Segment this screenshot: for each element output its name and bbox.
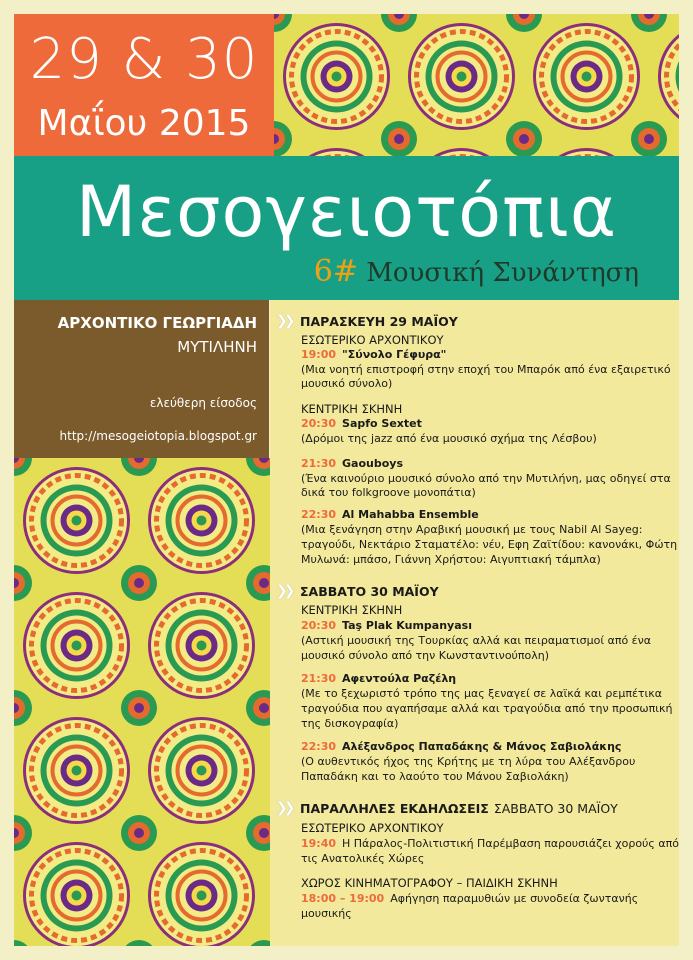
mandala-pattern-left (14, 458, 270, 946)
blog-url[interactable]: http://mesogeiotopia.blogspot.gr (59, 429, 257, 443)
venue-city: ΜΥΤΙΛΗΝΗ (177, 338, 257, 356)
event-name: Αλέξανδρος Παπαδάκης & Μάνος Σαβιολάκης (342, 740, 622, 753)
chevron-right-icon: ❯❯ (276, 800, 292, 816)
top-pattern (274, 14, 679, 156)
title-band (14, 156, 679, 300)
event-desc: μουσικό σύνολο) (301, 377, 393, 390)
event-line (301, 672, 456, 686)
event-name: Al Mahabba Ensemble (342, 508, 479, 521)
venue-box (14, 300, 269, 458)
event-time: 20:30 (301, 619, 337, 632)
chevron-right-icon: ❯❯ (276, 313, 292, 329)
event-time: 22:30 (301, 508, 337, 521)
stage-label: ΧΩΡΟΣ ΚΙΝΗΜΑΤΟΓΡΑΦΟΥ – ΠΑΙΔΙΚΗ ΣΚΗΝΗ (301, 876, 558, 890)
event-line (301, 417, 422, 431)
event-desc: τραγούδι, Νεκτάριο Σταματέλο: νέυ, Εφη Ζαϊτίδου: κανονάκι, Φώτη (301, 538, 678, 551)
stage-label: ΚΕΝΤΡΙΚΗ ΣΚΗΝΗ (301, 402, 403, 416)
parallel-heading-date: ΣΑΒΒΑΤΟ 30 ΜΑΪΟΥ (493, 800, 618, 816)
event-desc: Μυλωνά: μπάσο, Γιάννη Χρήστου: Αιγυπτιακή τάμπλα) (301, 553, 601, 566)
event-time: 22:30 (301, 740, 337, 753)
event-desc: Παπαδάκη και το λαούτο του Μάνου Σαβιολάκη) (301, 770, 569, 783)
event-desc: Η Πάραλος-Πολιτιστική Παρέμβαση παρουσιάζει χορούς από (342, 837, 679, 850)
event-desc: της δισκογραφία) (301, 717, 399, 730)
event-desc: (Ένα καινούριο μουσικό σύνολο από την Μυτιλήνη, μας οδηγεί στα (301, 472, 671, 485)
event-name: "Σύνολο Γέφυρα" (342, 348, 447, 361)
event-line (301, 892, 638, 906)
date-month: Μαΐου 2015 (37, 103, 251, 144)
event-desc: (Με το ξεχωριστό τρόπο της μας ξεναγεί σε λαϊκά και ρεμπέτικα (301, 687, 662, 700)
friday-heading-text: ΠΑΡΑΣΚΕΥΗ 29 ΜΑΪΟΥ (300, 313, 458, 329)
event-desc: (Αστική μουσική της Τουρκίας αλλά και πειραματισμοί από ένα (301, 634, 652, 647)
event-desc: τραγούδια που αγαπήσαμε αλλά και τραγούδια από την προσωπική (301, 702, 673, 715)
event-line (301, 837, 679, 851)
chevron-right-icon: ❯❯ (276, 583, 292, 599)
schedule (270, 300, 679, 946)
stage-label: ΚΕΝΤΡΙΚΗ ΣΚΗΝΗ (301, 603, 403, 617)
event-name: Gaouboys (342, 457, 404, 470)
saturday-heading-text: ΣΑΒΒΑΤΟ 30 ΜΑΪΟΥ (300, 583, 439, 599)
subtitle-text: Μουσική Συνάντηση (366, 258, 639, 288)
event-time: 21:30 (301, 457, 337, 470)
parallel-heading-text: ΠΑΡΑΛΛΗΛΕΣ ΕΚΔΗΛΩΣΕΙΣ (300, 800, 489, 816)
event-desc: (Μια ξενάγηση στην Αραβική μουσική με τους Nabil Al Sayeg: (301, 523, 643, 536)
event-name: Αφεντούλα Ραζέλη (342, 672, 457, 685)
date-box (14, 14, 274, 156)
festival-subtitle (314, 256, 639, 289)
event-time: 19:00 (301, 348, 337, 361)
date-days: 29 & 30 (29, 27, 259, 92)
friday-heading (276, 313, 458, 329)
event-name: Taş Plak Kumpanyası (342, 619, 472, 632)
event-line (301, 348, 446, 362)
parallel-heading (276, 800, 618, 816)
left-pattern (14, 458, 270, 946)
saturday-heading (276, 583, 439, 599)
event-time: 21:30 (301, 672, 337, 685)
stage-label: ΕΣΩΤΕΡΙΚΟ ΑΡΧΟΝΤΙΚΟΥ (301, 333, 444, 347)
stage-label: ΕΣΩΤΕΡΙΚΟ ΑΡΧΟΝΤΙΚΟΥ (301, 821, 444, 835)
event-line (301, 619, 472, 633)
festival-title: Μεσογειοτόπια (75, 171, 618, 253)
event-time: 20:30 (301, 417, 337, 430)
venue-name: ΑΡΧΟΝΤΙΚΟ ΓΕΩΡΓΙΑΔΗ (57, 314, 257, 332)
event-desc: μουσικό σύνολο από την Κωνσταντινούπολη) (301, 649, 550, 662)
event-desc: (Ο αυθεντικός ήχος της Κρήτης με τη λύρα του Αλέξανδρου (301, 755, 636, 768)
event-time: 19:40 (301, 837, 337, 850)
event-desc: τις Ανατολικές Χώρες (301, 852, 425, 865)
event-desc: (Δρόμοι της jazz από ένα μουσικό σχήμα της Λέσβου) (301, 432, 597, 445)
event-desc: (Μια νοητή επιστροφή στην εποχή του Μπαρόκ από ένα εξαιρετικό (301, 363, 671, 376)
event-desc: μουσικής (301, 907, 352, 920)
event-name: Sapfo Sextet (342, 417, 422, 430)
edition-number: 6# (313, 254, 358, 289)
event-time: 18:00 – 19:00 (301, 892, 385, 905)
event-line (301, 508, 479, 522)
free-entry-note: ελεύθερη είσοδος (149, 396, 257, 410)
event-line (301, 740, 621, 754)
event-line (301, 457, 403, 471)
event-desc: δικά του folkgroove μονοπάτια) (301, 486, 476, 499)
mandala-pattern-top (274, 14, 679, 156)
event-desc: Αφήγηση παραμυθιών με συνοδεία ζωντανής (390, 892, 639, 905)
